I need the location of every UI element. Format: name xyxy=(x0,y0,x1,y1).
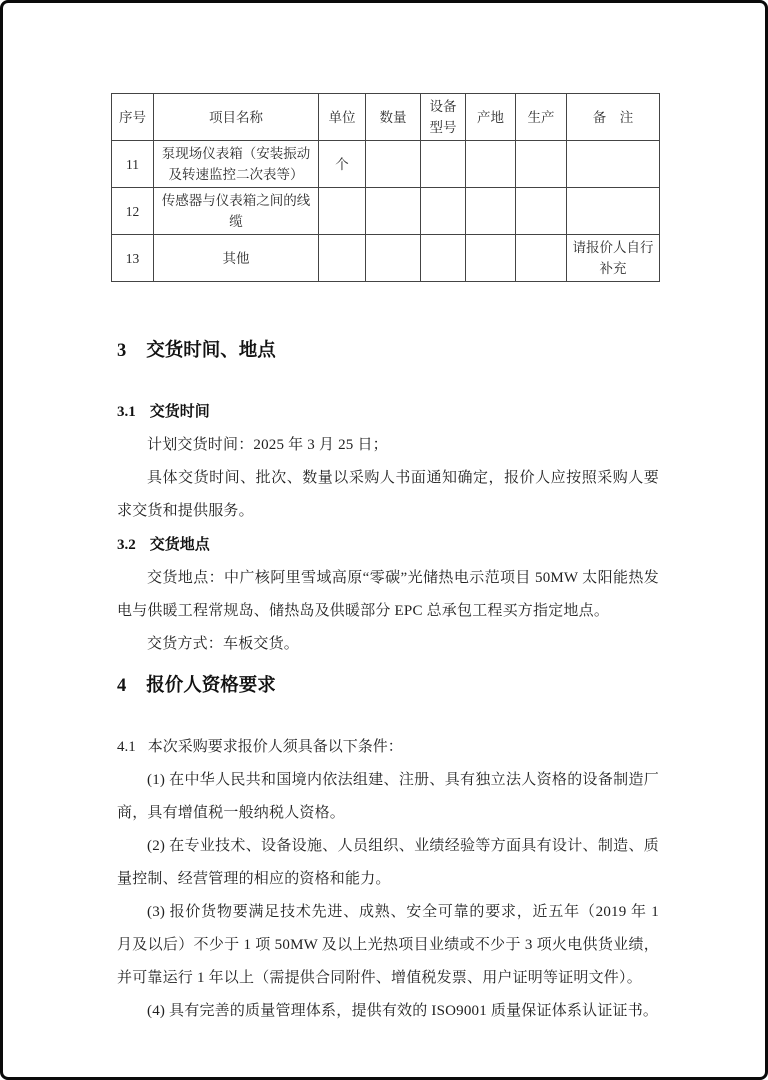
qualification-item-4: (4) 具有完善的质量管理体系，提供有效的 ISO9001 质量保证体系认证证书。 xyxy=(147,1003,659,1019)
section-3-title: 交货时间、地点 xyxy=(146,339,276,360)
cell-name: 传感器与仪表箱之间的线缆 xyxy=(154,188,319,235)
cell-origin xyxy=(466,188,516,235)
section-3-1-title: 交货时间 xyxy=(149,403,210,420)
header-no: 序号 xyxy=(112,94,154,141)
section-3-heading xyxy=(117,338,659,363)
header-origin: 产地 xyxy=(466,94,516,141)
section-4-1-heading xyxy=(117,731,659,764)
header-name: 项目名称 xyxy=(154,94,319,141)
qualification-item-2: (2) 在专业技术、设备设施、人员组织、业绩经验等方面具有设计、制造、质量控制、经营管理的相应的资格和能力。 xyxy=(117,838,659,887)
cell-model xyxy=(421,235,466,282)
section-4-heading xyxy=(117,673,659,698)
cell-remark xyxy=(567,188,660,235)
cell-maker xyxy=(516,235,567,282)
qualification-item-3: (3) 报价货物要满足技术先进、成熟、安全可靠的要求，近五年（2019 年 1 月及以后）不少于 1 项 50MW 及以上光热项目业绩或不少于 3 项火电供货业绩，并可靠运行 1 年以上（需提供合同附件、增值税发票、用户证明等证明文件）。 xyxy=(117,904,659,986)
cell-origin xyxy=(466,235,516,282)
section-3-2-number: 3.2 xyxy=(117,537,136,553)
cell-unit: 个 xyxy=(319,141,366,188)
table-header-row xyxy=(112,94,660,141)
document-content xyxy=(111,3,659,1028)
cell-model xyxy=(421,141,466,188)
section-3-1-number: 3.1 xyxy=(117,404,136,420)
cell-qty xyxy=(366,141,421,188)
paragraph-delivery-place: 交货地点：中广核阿里雪域高原“零碳”光储热电示范项目 50MW 太阳能热发电与供暖工程常规岛、储热岛及供暖部分 EPC 总承包工程买方指定地点。 xyxy=(117,570,659,619)
section-4-1-number: 4.1 xyxy=(117,739,136,755)
header-maker: 生产 xyxy=(516,94,567,141)
cell-unit xyxy=(319,235,366,282)
cell-maker xyxy=(516,141,567,188)
cell-unit xyxy=(319,188,366,235)
header-model: 设备型号 xyxy=(421,94,466,141)
header-unit: 单位 xyxy=(319,94,366,141)
section-3-2-heading xyxy=(117,528,659,562)
cell-no: 12 xyxy=(112,188,154,235)
table-row xyxy=(112,188,660,235)
section-4-number: 4 xyxy=(117,676,127,696)
section-3-number: 3 xyxy=(117,341,127,361)
cell-no: 11 xyxy=(112,141,154,188)
header-remark: 备 注 xyxy=(567,94,660,141)
equipment-spec-table xyxy=(111,93,660,282)
section-3-1-heading xyxy=(117,395,659,429)
cell-maker xyxy=(516,188,567,235)
paragraph-planned-delivery: 计划交货时间：2025 年 3 月 25 日； xyxy=(147,437,388,453)
cell-remark: 请报价人自行补充 xyxy=(567,235,660,282)
section-4-1-text: 本次采购要求报价人须具备以下条件： xyxy=(147,739,403,755)
cell-qty xyxy=(366,235,421,282)
section-4-title: 报价人资格要求 xyxy=(146,674,276,695)
cell-qty xyxy=(366,188,421,235)
header-qty: 数量 xyxy=(366,94,421,141)
table-row xyxy=(112,235,660,282)
table-row xyxy=(112,141,660,188)
section-3-2-title: 交货地点 xyxy=(149,536,210,553)
paragraph-delivery-mode: 交货方式：车板交货。 xyxy=(147,636,300,652)
cell-name: 其他 xyxy=(154,235,319,282)
cell-name: 泵现场仪表箱（安装振动及转速监控二次表等） xyxy=(154,141,319,188)
cell-origin xyxy=(466,141,516,188)
cell-remark xyxy=(567,141,660,188)
paragraph-delivery-detail: 具体交货时间、批次、数量以采购人书面通知确定，报价人应按照采购人要求交货和提供服务。 xyxy=(117,470,659,519)
cell-no: 13 xyxy=(112,235,154,282)
cell-model xyxy=(421,188,466,235)
qualification-item-1: (1) 在中华人民共和国境内依法组建、注册、具有独立法人资格的设备制造厂商，具有增值税一般纳税人资格。 xyxy=(117,772,659,821)
